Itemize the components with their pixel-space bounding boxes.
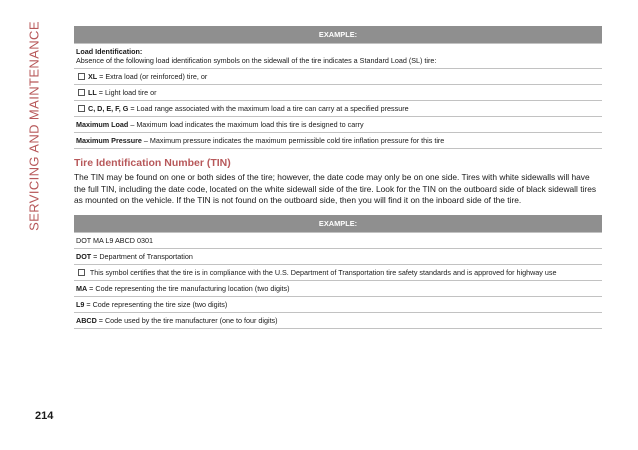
- l9-row: [74, 296, 602, 312]
- load-example-table: [74, 26, 602, 149]
- max-pressure-row: [74, 133, 602, 149]
- max-load-row: [74, 117, 602, 133]
- symbol-text: This symbol certifies that the tire is in compliance with the U.S. Department of Transportation tire safety standards and is approved for highway use: [88, 267, 557, 277]
- max-load-term: Maximum Load: [76, 120, 129, 129]
- ma-row: [74, 280, 602, 296]
- section-side-title: [24, 14, 44, 239]
- dot-term: DOT: [76, 251, 92, 261]
- tin-paragraph: The TIN may be found on one or both sides of the tire; however, the date code may only be on one side. Tires with white sidewalls will have the full TIN, including the date code, located on the white sidewall side of the tire. Look for the TIN on the outboard side of black sidewall tires as mounted on the vehicle. If the TIN is not found on the outboard side, then you will find it on the inboard side of the tire.: [74, 172, 597, 205]
- ma-term: MA: [76, 283, 88, 293]
- load-item-ll: [74, 85, 602, 101]
- checkbox-symbol-icon: [78, 105, 85, 112]
- load-item-xl: [74, 69, 602, 85]
- ma-text: = Code representing the tire manufacturing location (two digits): [87, 283, 290, 293]
- checkbox-symbol-icon: [78, 89, 85, 96]
- load-item-range: [74, 101, 602, 117]
- max-pressure-term: Maximum Pressure: [76, 136, 142, 145]
- table-header: EXAMPLE:: [74, 26, 602, 44]
- page-content: [74, 26, 602, 329]
- load-code: LL: [88, 88, 97, 97]
- tin-section-title: Tire Identification Number (TIN): [74, 157, 231, 169]
- side-title-text: SERVICING AND MAINTENANCE: [26, 21, 42, 231]
- load-code: XL: [88, 72, 98, 81]
- checkbox-symbol-icon: [78, 73, 85, 80]
- abcd-row: [74, 312, 602, 328]
- abcd-text: = Code used by the tire manufacturer (one to four digits): [96, 315, 278, 325]
- load-identification-text: Absence of the following load identification symbols on the sidewall of the tire indicates a Standard Load (SL) tire:: [76, 56, 437, 65]
- page-number: 214: [35, 410, 54, 422]
- load-identification-title: Load Identification:: [76, 47, 143, 56]
- tin-example-code: DOT MA L9 ABCD 0301: [74, 232, 602, 248]
- load-code-text: = Load range associated with the maximum load a tire can carry at a specified pressure: [128, 104, 409, 113]
- l9-term: L9: [76, 299, 85, 309]
- tin-example-table: [74, 215, 602, 329]
- max-pressure-text: – Maximum pressure indicates the maximum permissible cold tire inflation pressure for this tire: [141, 136, 445, 145]
- load-code-text: = Light load tire or: [96, 88, 157, 97]
- symbol-row: [74, 264, 602, 280]
- table-header: EXAMPLE:: [74, 215, 602, 233]
- abcd-term: ABCD: [76, 315, 97, 325]
- dot-text: = Department of Transportation: [91, 251, 193, 261]
- max-load-text: – Maximum load indicates the maximum load this tire is designed to carry: [128, 120, 364, 129]
- checkbox-symbol-icon: [78, 269, 85, 276]
- load-code: C, D, E, F, G: [88, 104, 129, 113]
- dot-row: [74, 248, 602, 264]
- load-code-text: = Extra load (or reinforced) tire, or: [97, 72, 208, 81]
- load-identification-row: [74, 44, 602, 69]
- l9-text: = Code representing the tire size (two digits): [84, 299, 228, 309]
